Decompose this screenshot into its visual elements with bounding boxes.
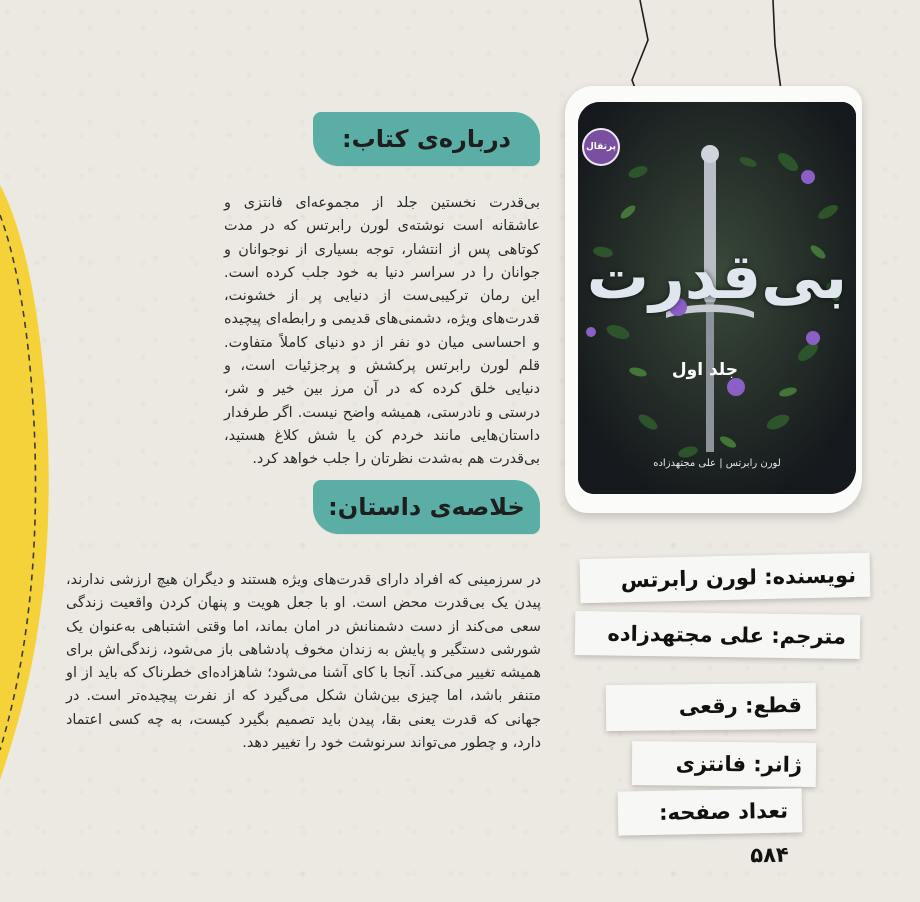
author-tag: نویسنده: لورن رابرتس [580,553,871,604]
cover-title: بی‌قدرت [586,240,848,313]
translator-tag: مترجم: علی مجتهدزاده [575,611,861,659]
cover-volume: جلد اول [671,360,738,380]
story-summary-text: در سرزمینی که افراد دارای قدرت‌های ویژه هستند و دیگران هیچ ارزشی ندارند، پیدن یک بی‌قدرت محض است. او با جعل هویت و پنهان کردن واقعیت زندگی سعی می‌کند از دست دشمنانش در امان بماند، اما وقتی اشتباهی به‌عنوان یک شورشی دستگیر و پایش به زندان مخوف پادشاهی باز می‌شود، زندگی‌اش برای همیشه تغییر می‌کند. آنجا با کای آشنا می‌شود؛ شاهزاده‌ای خطرناک که باید از او متنفر باشد، اما چیزی بین‌شان شکل می‌گیرد که از نفرت پیچیده‌تر است. در جهانی که قدرت یعنی بقا، پیدن باید تصمیم بگیرد کیست، به چه کسی اعتماد دارد، و چطور می‌تواند سرنوشت خود را تغییر دهد. [66,572,541,752]
yellow-decoration [0,0,60,902]
about-book-text: بی‌قدرت نخستین جلد از مجموعه‌ای فانتزی و عاشقانه است نوشته‌ی لورن رابرتس که در مدت کوتاهی پس از انتشار، توجه بسیاری از نوجوانان و جوانان را در سراسر دنیا به خود جلب کرده است. این رمان ترکیبی‌ست از دنیایی پر از خشونت، قدرت‌های ویژه، دشمنی‌های قدیمی و رابطه‌ای پیچیده و احساسی میان دو نفر از دو دنیای کاملاً متفاوت. قلم لورن رابرتس پرکشش و پرجزئیات است، و دنیایی خلق کرده که در آن مرز بین خیر و شر، درستی و نادرستی، همیشه واضح نیست. اگر طرفدار داستان‌هایی مانند خردم کن یا شش کلاغ هستید، بی‌قدرت هم به‌شدت نظرتان را جلب خواهد کرد. [224,195,540,468]
book-cover [578,102,856,494]
genre-tag: ژانر: فانتزی [632,741,816,787]
cover-authors: لورن رابرتس | علی مجتهدزاده [653,458,781,469]
publisher-badge: پرتقال [582,128,620,166]
about-book-heading: درباره‌ی کتاب: [313,112,540,166]
story-summary-heading: خلاصه‌ی داستان: [313,480,540,534]
page-count-tag: تعداد صفحه: ۵۸۴ [618,788,803,835]
format-tag: قطع: رقعی [606,683,816,731]
